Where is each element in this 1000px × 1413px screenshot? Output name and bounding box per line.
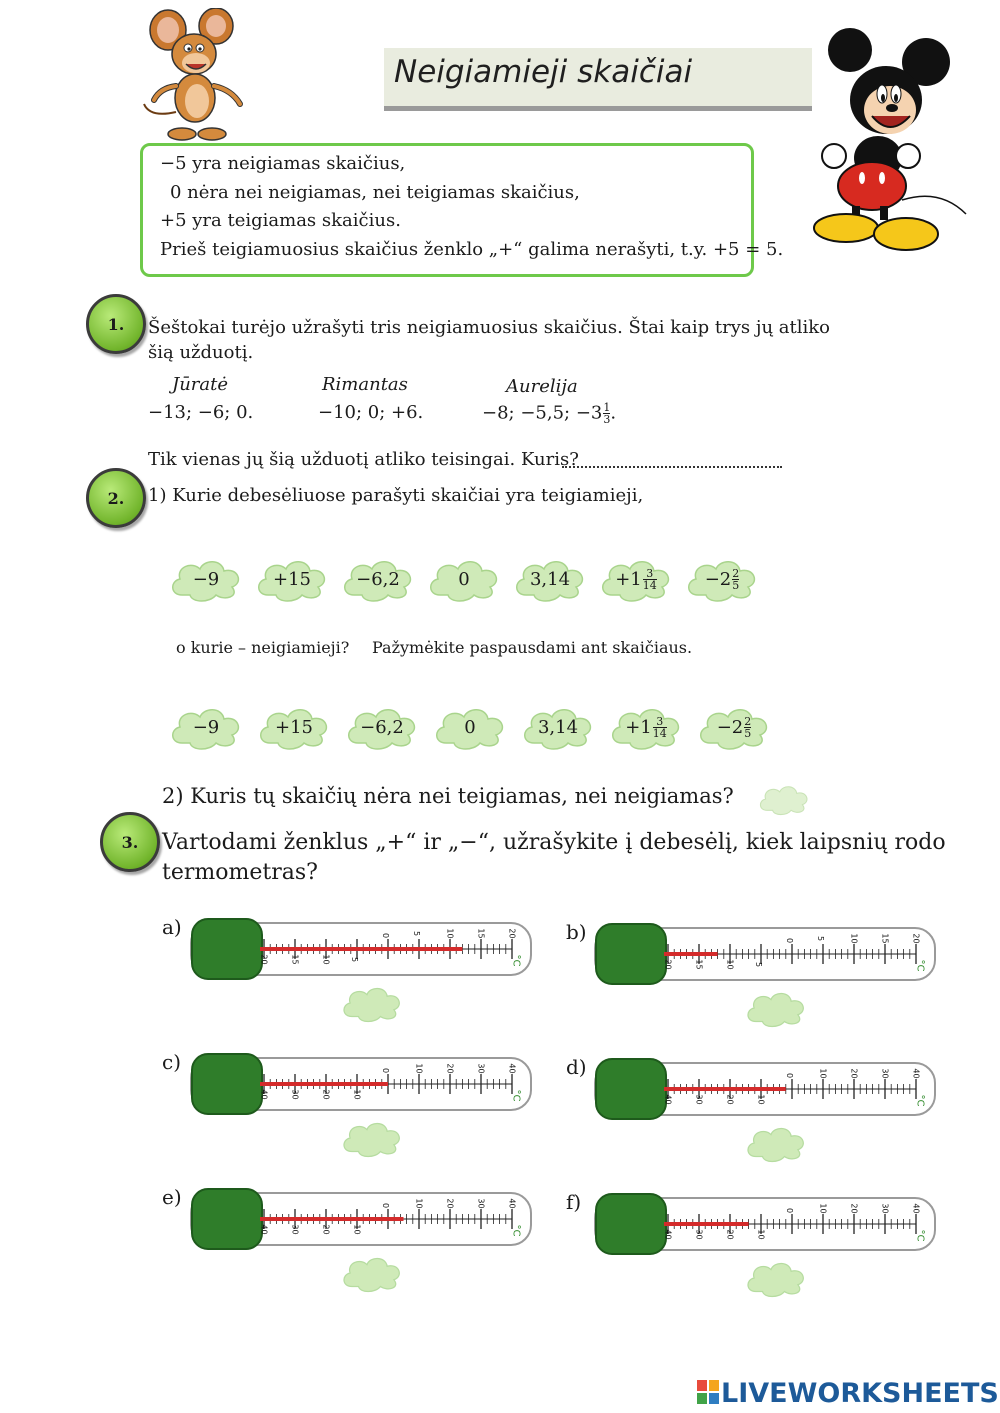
tick-label: 15: [476, 928, 486, 939]
jerry-illustration: [140, 8, 250, 143]
unit-label: °C: [914, 959, 926, 972]
tick-label: 5: [816, 935, 826, 942]
cloud-label: +1 $\frac{3}{14}$: [625, 714, 667, 740]
fraction-one-third: $\frac{1}{3}$: [603, 401, 611, 426]
cloud-label: 0: [464, 716, 476, 738]
cloud-label: −9: [192, 716, 220, 738]
tick-label: 10: [445, 928, 455, 939]
unit-label: °C: [914, 1229, 926, 1242]
tick-label: 20: [321, 1089, 331, 1100]
cloud-label: −6,2: [356, 568, 400, 590]
thermometer-3: [594, 1057, 938, 1121]
mickey-illustration: [810, 28, 970, 256]
cloud-label: +15: [275, 716, 313, 738]
tick-label: 40: [259, 1089, 269, 1100]
task-2-instruction: Pažymėkite paspausdami ant skaičiaus.: [372, 638, 693, 657]
tick-label: 15: [290, 954, 300, 965]
thermometer-answer-cloud-1[interactable]: [744, 986, 808, 1030]
tick-label: 10: [725, 959, 735, 970]
task-2-part-2-prompt: 2) Kuris tų skaičių nėra nei teigiamas, nei neigiamas?: [162, 784, 734, 808]
tick-label: 30: [694, 1229, 704, 1240]
logo-icon: [697, 1380, 719, 1404]
unit-label: °C: [510, 1224, 522, 1237]
tick-label: 10: [414, 1198, 424, 1209]
tick-label: 10: [818, 1068, 828, 1079]
tick-label: 30: [290, 1224, 300, 1235]
thermometer-answer-cloud-5[interactable]: [744, 1256, 808, 1300]
task-1-text-line-1: Šeštokai turėjo užrašyti tris neigiamuosius skaičius. Štai kaip trys jų atliko: [148, 317, 831, 338]
number-cloud-neg-1[interactable]: [256, 703, 332, 751]
number-cloud-pos-5[interactable]: [598, 555, 674, 603]
number-cloud-pos-0[interactable]: [168, 555, 244, 603]
tick-label: 20: [849, 1068, 859, 1079]
tick-label: 20: [725, 1094, 735, 1105]
cloud-label: −6,2: [360, 716, 404, 738]
unit-label: °C: [510, 1089, 522, 1102]
tick-label: 15: [880, 933, 890, 944]
tick-label: 30: [880, 1203, 890, 1214]
tick-label: 10: [414, 1063, 424, 1074]
definition-line-2: 0 nėra nei neigiamas, nei teigiamas skaičius,: [170, 182, 580, 203]
tick-label: 30: [290, 1089, 300, 1100]
definition-line-1: −5 yra neigiamas skaičius,: [160, 153, 406, 174]
cloud-label: 3,14: [529, 568, 571, 590]
thermometer-answer-cloud-4[interactable]: [340, 1251, 404, 1295]
cloud-label: 3,14: [537, 716, 579, 738]
tick-label: 15: [694, 959, 704, 970]
thermometer-label-4: e): [162, 1185, 182, 1209]
tick-label: 20: [259, 954, 269, 965]
tick-label: 40: [911, 1068, 921, 1079]
tick-label: 0: [785, 1207, 795, 1214]
tick-label: 40: [507, 1063, 517, 1074]
thermometer-1: [594, 922, 938, 986]
number-cloud-neg-6[interactable]: [696, 703, 772, 751]
number-cloud-neg-2[interactable]: [344, 703, 420, 751]
tick-label: 0: [785, 937, 795, 944]
tick-label: 40: [911, 1203, 921, 1214]
task-2-part-1-prompt: 1) Kurie debesėliuose parašyti skaičiai yra teigiamieji,: [148, 485, 644, 506]
thermometer-answer-cloud-0[interactable]: [340, 981, 404, 1025]
task-3-text-line-2: termometras?: [162, 860, 318, 885]
tick-label: 20: [445, 1063, 455, 1074]
thermometer-label-3: d): [566, 1055, 587, 1079]
student-name-aurelija: Aurelija: [506, 376, 578, 397]
thermometer-4: [190, 1187, 534, 1251]
thermometer-5: [594, 1192, 938, 1256]
student-answer-rimantas: −10; 0; +6.: [318, 402, 424, 423]
tick-label: 10: [352, 1089, 362, 1100]
number-cloud-neg-5[interactable]: [608, 703, 684, 751]
task-3-badge: 3.: [100, 812, 160, 872]
definition-line-4: Prieš teigiamuosius skaičius ženklo „+“ galima nerašyti, t.y. +5 = 5.: [160, 239, 784, 260]
number-cloud-pos-2[interactable]: [340, 555, 416, 603]
thermometer-label-2: c): [162, 1050, 182, 1074]
cloud-label: +15: [273, 568, 311, 590]
tick-label: 40: [259, 1224, 269, 1235]
tick-label: 30: [476, 1063, 486, 1074]
tick-label: 30: [476, 1198, 486, 1209]
cloud-fraction: $\frac{3}{14}$: [652, 714, 667, 740]
tick-label: 20: [911, 933, 921, 944]
tick-label: 5: [412, 930, 422, 937]
tick-label: 10: [818, 1203, 828, 1214]
page-title: Neigiamieji skaičiai: [394, 54, 693, 90]
tick-label: 5: [350, 956, 360, 963]
task-3-text-line-1: Vartodami ženklus „+“ ir „−“, užrašykite į debesėlį, kiek laipsnių rodo: [162, 830, 946, 855]
zero-answer-cloud[interactable]: [756, 782, 812, 816]
task-1-question: Tik vienas jų šią užduotį atliko teisingai. Kuris?: [148, 449, 579, 470]
definition-line-3: +5 yra teigiamas skaičius.: [160, 210, 401, 231]
thermometer-2: [190, 1052, 534, 1116]
unit-label: °C: [510, 954, 522, 967]
tick-label: 0: [381, 1202, 391, 1209]
student-answer-aurelija: −8; −5,5; −3 $\frac{1}{3}$ .: [482, 401, 617, 426]
tick-label: 5: [754, 961, 764, 968]
number-cloud-pos-1[interactable]: [254, 555, 330, 603]
tick-label: 40: [507, 1198, 517, 1209]
cloud-label: −9: [192, 568, 220, 590]
thermometer-0: [190, 917, 534, 981]
tick-label: 30: [880, 1068, 890, 1079]
number-cloud-neg-3[interactable]: [432, 703, 508, 751]
tick-label: 20: [725, 1229, 735, 1240]
tick-label: 20: [507, 928, 517, 939]
cloud-label: −2 $\frac{2}{5}$: [716, 714, 752, 740]
number-cloud-neg-4[interactable]: [520, 703, 596, 751]
tick-label: 40: [663, 1094, 673, 1105]
tick-label: 30: [694, 1094, 704, 1105]
tick-label: 10: [849, 933, 859, 944]
tick-label: 20: [849, 1203, 859, 1214]
tick-label: 20: [321, 1224, 331, 1235]
number-cloud-neg-0[interactable]: [168, 703, 244, 751]
cloud-fraction: $\frac{3}{14}$: [642, 566, 657, 592]
cloud-label: +1 $\frac{3}{14}$: [615, 566, 657, 592]
student-answer-jurate: −13; −6; 0.: [148, 402, 254, 423]
tick-label: 10: [756, 1229, 766, 1240]
thermometer-answer-cloud-3[interactable]: [744, 1121, 808, 1165]
cloud-label: −2 $\frac{2}{5}$: [704, 566, 740, 592]
thermometer-answer-cloud-2[interactable]: [340, 1116, 404, 1160]
tick-label: 0: [381, 932, 391, 939]
thermometer-label-1: b): [566, 920, 587, 944]
tick-label: 20: [663, 959, 673, 970]
cloud-label: 0: [458, 568, 470, 590]
tick-label: 10: [321, 954, 331, 965]
number-cloud-pos-4[interactable]: [512, 555, 588, 603]
tick-label: 40: [663, 1229, 673, 1240]
number-cloud-pos-6[interactable]: [684, 555, 760, 603]
task-1-text-line-2: šią užduotį.: [148, 342, 254, 363]
tick-label: 0: [785, 1072, 795, 1079]
cloud-fraction: $\frac{2}{5}$: [744, 714, 752, 740]
thermometer-label-5: f): [566, 1190, 582, 1214]
thermometer-label-0: a): [162, 915, 182, 939]
tick-label: 0: [381, 1067, 391, 1074]
liveworksheets-logo: LIVEWORKSHEETS: [697, 1378, 999, 1409]
student-name-jurate: Jūratė: [172, 374, 229, 395]
task-2-badge: 2.: [86, 468, 146, 528]
task-2-negative-prompt: o kurie – neigiamieji?: [176, 638, 350, 657]
task-1-badge: 1.: [86, 294, 146, 354]
tick-label: 20: [445, 1198, 455, 1209]
tick-label: 10: [352, 1224, 362, 1235]
cloud-fraction: $\frac{2}{5}$: [732, 566, 740, 592]
unit-label: °C: [914, 1094, 926, 1107]
number-cloud-pos-3[interactable]: [426, 555, 502, 603]
task-1-answer-line[interactable]: [562, 462, 782, 468]
tick-label: 10: [756, 1094, 766, 1105]
student-name-rimantas: Rimantas: [322, 374, 408, 395]
